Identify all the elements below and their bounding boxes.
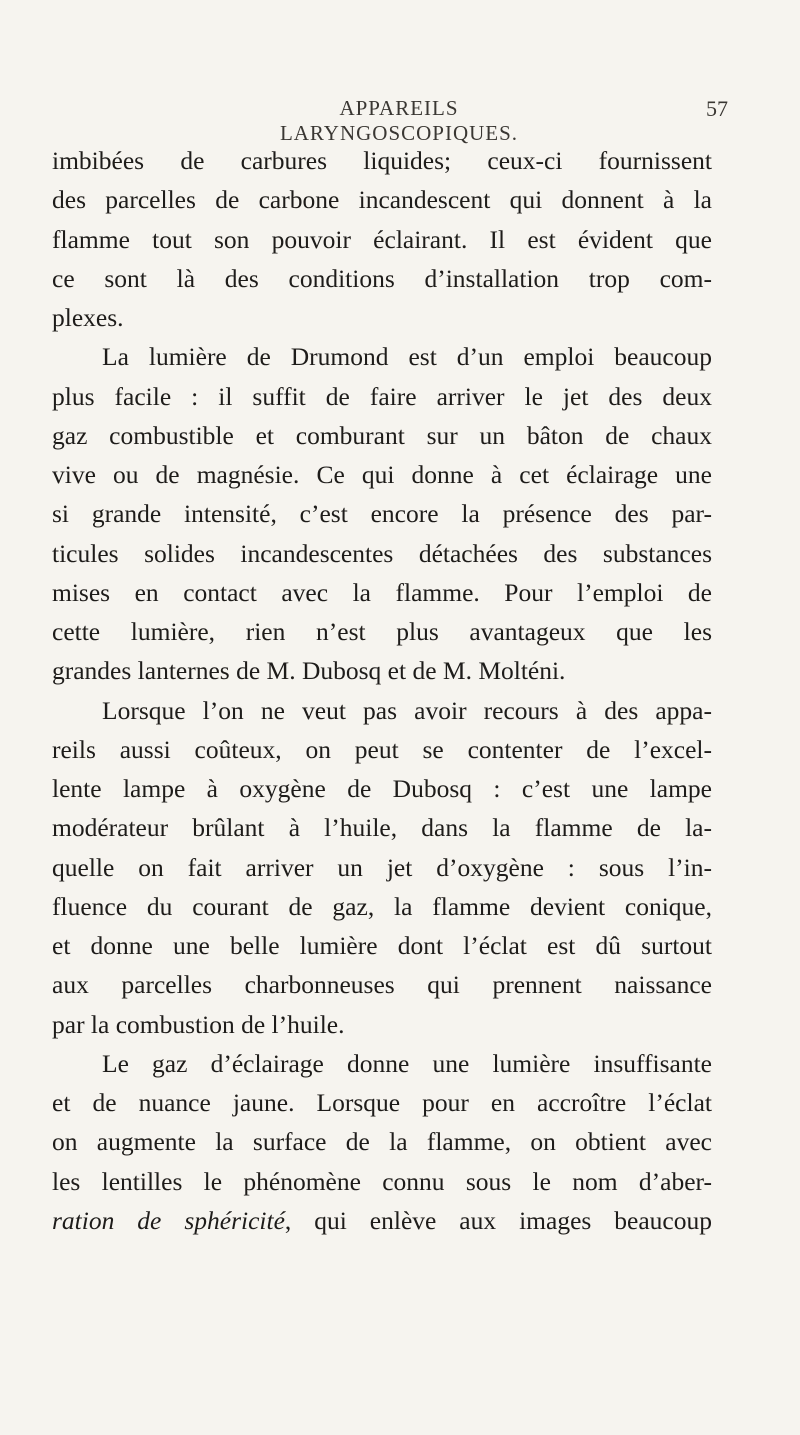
text-line: mises en contact avec la flamme. Pour l’emploi de xyxy=(52,577,712,607)
text-line: modérateur brûlant à l’huile, dans la flamme de la- xyxy=(52,813,712,843)
text-line: aux parcelles charbonneuses qui prennent naissance xyxy=(52,970,712,1000)
text-line: vive ou de magnésie. Ce qui donne à cet éclairage une xyxy=(52,460,712,489)
text-line: ce sont là des conditions d’installation trop com- xyxy=(52,263,712,293)
text-line: par la combustion de l’huile. xyxy=(52,1009,345,1039)
text-line: des parcelles de carbone incandescent qui donnent à la xyxy=(52,185,712,215)
page-number: 57 xyxy=(706,96,728,121)
text-line: fluence du courant de gaz, la flamme devient conique, xyxy=(52,891,712,921)
text-line: plus facile : il suffit de faire arriver le jet des deux xyxy=(52,381,712,411)
text-line: cette lumière, rien n’est plus avantageux que les xyxy=(52,617,712,646)
text-line: flamme tout son pouvoir éclairant. Il est évident que xyxy=(52,224,712,254)
text-line: les lentilles le phénomène connu sous le nom d’aber- xyxy=(52,1166,712,1196)
italic-term: ration de sphéricité xyxy=(52,1205,285,1235)
body-text xyxy=(52,141,712,1240)
text-line: La lumière de Drumond est d’un emploi beaucoup xyxy=(102,342,712,372)
text-line: Le gaz d’éclairage donne une lumière insuffisante xyxy=(102,1048,712,1078)
text-line: et de nuance jaune. Lorsque pour en accroître l’éclat xyxy=(52,1088,712,1117)
text-line xyxy=(52,1201,712,1240)
text-line: ticules solides incandescentes détachées des substances xyxy=(52,538,712,568)
text-line: imbibées de carbures liquides; ceux-ci fournissent xyxy=(52,146,712,175)
text-line: grandes lanternes de M. Dubosq et de M. Molténi. xyxy=(52,656,566,686)
text-line: on augmente la surface de la flamme, on obtient avec xyxy=(52,1127,712,1157)
text-line: lente lampe à oxygène de Dubosq : c’est une lampe xyxy=(52,774,712,803)
text-line: gaz combustible et comburant sur un bâton de chaux xyxy=(52,420,712,450)
text-line: Lorsque l’on ne veut pas avoir recours à des appa- xyxy=(102,695,712,725)
text-segment: , qui enlève aux images beaucoup xyxy=(284,1205,712,1235)
text-line: et donne une belle lumière dont l’éclat est dû surtout xyxy=(52,931,712,960)
text-line: quelle on fait arriver un jet d’oxygène : sous l’in- xyxy=(52,852,712,882)
text-line: si grande intensité, c’est encore la présence des par- xyxy=(52,499,712,529)
running-head-title: APPAREILS LARYNGOSCOPIQUES. xyxy=(279,96,519,145)
text-line: plexes. xyxy=(52,303,124,332)
text-line: reils aussi coûteux, on peut se contenter de l’excel- xyxy=(52,734,712,764)
